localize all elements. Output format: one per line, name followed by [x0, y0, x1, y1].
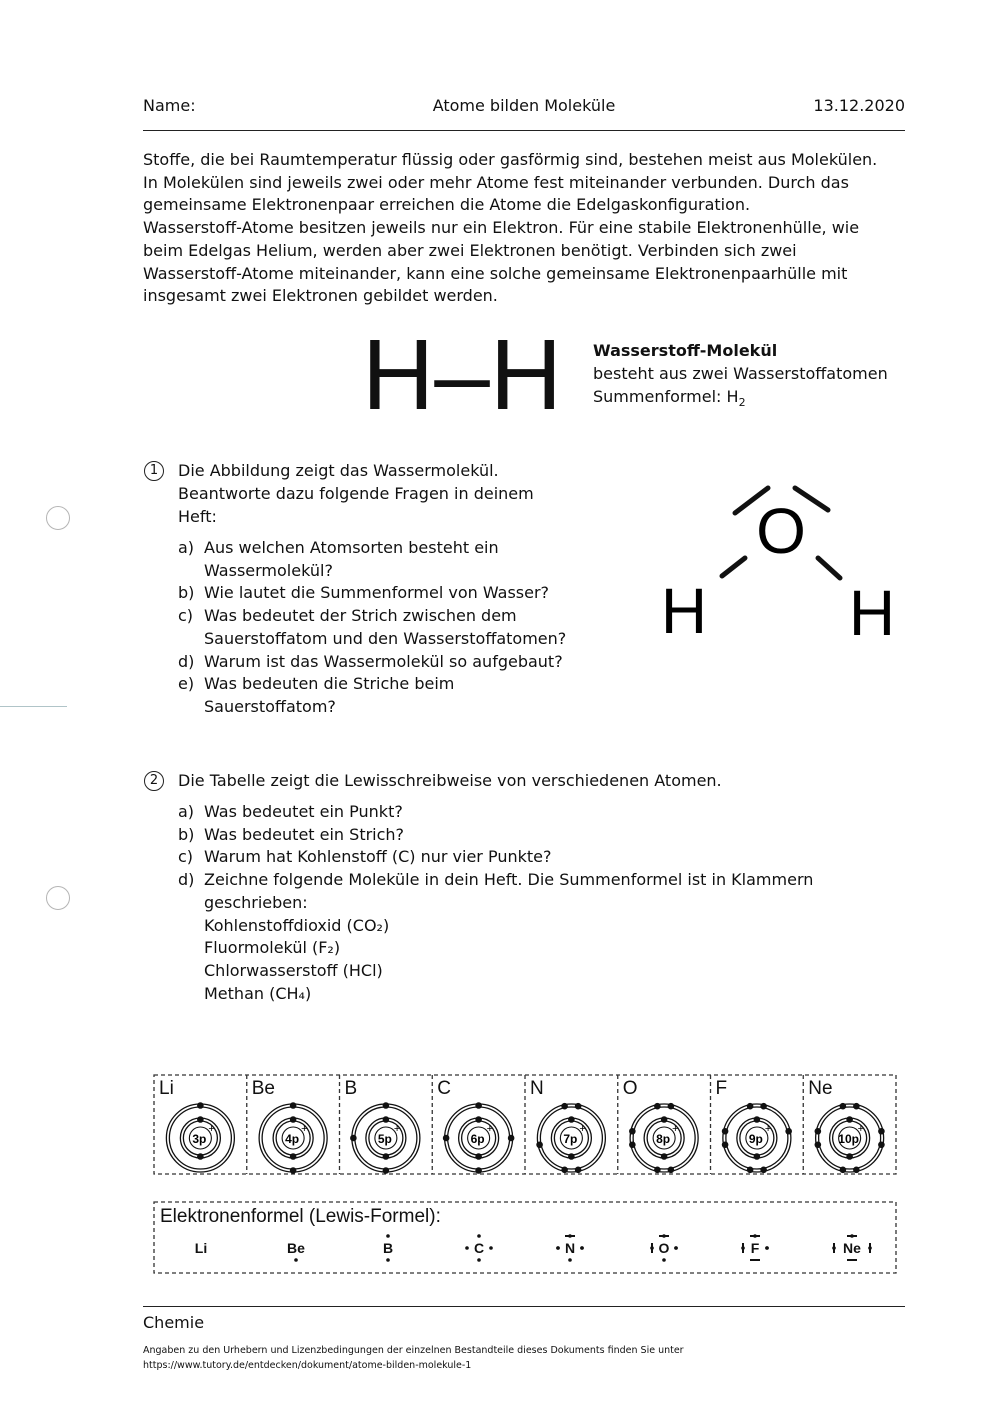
outer-electron [722, 1141, 729, 1148]
lewis-symbol-group [650, 1234, 678, 1262]
footer-license-note: Angaben zu den Urhebern und Lizenzbedingungen der einzelnen Bestandteile dieses Dokuments finden Sie unter [143, 1345, 684, 1356]
inner-electron [290, 1116, 297, 1123]
question-text-line: Kohlenstoffdioxid (CO₂) [204, 915, 390, 935]
question-text-line: Fluormolekül (F₂) [204, 938, 341, 958]
bohr-atom-model [350, 1102, 420, 1174]
question-item [178, 846, 878, 869]
lewis-electron-dot [294, 1258, 298, 1262]
lewis-element-symbol: O [658, 1240, 670, 1256]
inner-electron [197, 1116, 204, 1123]
inner-electron [568, 1116, 575, 1123]
inner-electron [197, 1153, 204, 1160]
punch-hole-bottom [46, 886, 70, 910]
outer-electron [668, 1166, 675, 1173]
question-letter: c) [178, 606, 194, 626]
question-letter: d) [178, 651, 195, 671]
outer-electron [878, 1128, 885, 1135]
inner-electron [661, 1153, 668, 1160]
question-text-line: Zeichne folgende Moleküle in dein Heft. Die Summenformel ist in Klammern [204, 870, 814, 890]
outer-electron [853, 1166, 860, 1173]
task-2-text: Die Tabelle zeigt die Lewisschreibweise von verschiedenen Atomen. [178, 771, 722, 790]
task-1-number: 1 [144, 461, 164, 481]
lewis-symbol-group [832, 1234, 872, 1260]
outer-electron [840, 1103, 847, 1110]
lewis-electron-dot [765, 1246, 769, 1250]
task-1-line: Beantworte dazu folgende Fragen in deinem [178, 484, 534, 503]
lewis-electron-dot [465, 1246, 469, 1250]
lewis-symbol-group [556, 1234, 584, 1262]
lewis-element-symbol: B [382, 1240, 394, 1256]
inner-electron [383, 1153, 390, 1160]
lewis-electron-dot [556, 1246, 560, 1250]
intro-paragraph: Stoffe, die bei Raumtemperatur flüssig oder gasförmig sind, bestehen meist aus Molekülen. In Molekülen sind jeweils zwei oder mehr Atome fest miteinander verbunden. Durch das gemeinsame Elektronenpaar erreichen die Atome die Edelgaskonfiguration. Wasserstoff-Atome besitzen jeweils nur ein Elektron. Für eine stabile Elektronenhülle, wie beim Edelgas Helium, werden aber zwei Elektronen benötigt. Verbinden sich zwei Wasserstoff-Atome miteinander, kann eine solche gemeinsame Elektronenpaarhülle mit insgesamt zwei Elektronen gebildet werden. [143, 150, 878, 306]
outer-electron [475, 1167, 482, 1174]
nucleus-proton-count: 7p [563, 1132, 578, 1146]
atom-symbol-label: Be [251, 1078, 275, 1099]
bond-left [722, 558, 745, 576]
bohr-atom-model [443, 1102, 515, 1174]
name-label: Name: [143, 96, 196, 115]
fold-mark [0, 706, 67, 707]
lewis-symbol-group [741, 1234, 769, 1260]
lewis-electron-dot [489, 1246, 493, 1250]
date: 13.12.2020 [813, 96, 905, 115]
inner-electron [661, 1116, 668, 1123]
outer-electron [475, 1102, 482, 1109]
inner-electron [475, 1116, 482, 1123]
nucleus-proton-count: 6p [470, 1132, 485, 1146]
lewis-electron-dot [674, 1246, 678, 1250]
page-title: Atome bilden Moleküle [432, 96, 616, 115]
lewis-title: Elektronenformel (Lewis-Formel): [160, 1206, 441, 1227]
question-item [178, 673, 618, 718]
question-text-line: Warum hat Kohlenstoff (C) nur vier Punkte? [204, 847, 552, 867]
lewis-symbol-group [195, 1240, 207, 1256]
outer-electron [290, 1167, 297, 1174]
nucleus-proton-count: 5p [377, 1132, 392, 1146]
hydrogen-sum-formula [593, 387, 746, 409]
atom-symbol-label: C [437, 1078, 451, 1099]
outer-electron [383, 1167, 390, 1174]
sum-formula-subscript: 2 [738, 396, 746, 410]
outer-electron [508, 1135, 515, 1142]
question-text-line: Methan (CH₄) [204, 983, 312, 1003]
bohr-atom-model [259, 1102, 327, 1174]
task-1-questions [178, 537, 618, 719]
outer-electron [443, 1135, 450, 1142]
task-1-line: Die Abbildung zeigt das Wassermolekül. [178, 461, 499, 480]
task-2-questions [178, 801, 878, 1005]
atom-symbol-label: N [530, 1078, 544, 1099]
sum-formula-label: Summenformel: H [593, 387, 739, 406]
bohr-atom-model [815, 1103, 885, 1173]
question-letter: a) [178, 802, 195, 821]
lewis-element-symbol: Be [287, 1240, 305, 1256]
question-item [178, 537, 618, 582]
question-item [178, 651, 618, 674]
question-letter: b) [178, 824, 195, 844]
question-text-line: Chlorwasserstoff (HCl) [204, 960, 383, 980]
question-text-line: Sauerstoffatom? [204, 696, 336, 716]
bohr-atom-model [629, 1103, 698, 1173]
atom-symbol-label: Ne [808, 1078, 833, 1099]
inner-electron [846, 1153, 853, 1160]
question-letter: a) [178, 538, 195, 557]
outer-electron [815, 1141, 822, 1148]
task-1-line: Heft: [178, 507, 217, 526]
atom-symbol-label: F [715, 1078, 728, 1099]
atom-model-table [152, 1073, 898, 1176]
question-item [178, 824, 878, 847]
outer-electron [561, 1103, 568, 1110]
lewis-electron-dot [477, 1234, 481, 1238]
outer-electron [629, 1141, 636, 1148]
outer-electron [722, 1128, 729, 1135]
nucleus-charge: + [579, 1123, 586, 1135]
task-2-number: 2 [144, 771, 164, 791]
bohr-atom-model [722, 1103, 792, 1173]
question-item [178, 605, 618, 650]
atom-symbol-label: B [344, 1078, 358, 1099]
nucleus-charge: + [857, 1123, 865, 1135]
lewis-electron-dot [662, 1258, 666, 1262]
punch-hole-top [46, 506, 70, 530]
hydrogen-left-symbol: H [660, 575, 708, 647]
outer-electron [536, 1141, 543, 1148]
lewis-element-symbol: Ne [843, 1240, 861, 1256]
nucleus-charge: + [208, 1123, 215, 1135]
footer-subject: Chemie [143, 1313, 205, 1332]
lewis-electron-dot [568, 1258, 572, 1262]
question-item [178, 801, 878, 824]
outer-electron [575, 1103, 582, 1110]
lewis-symbol-group [465, 1234, 493, 1262]
outer-electron [853, 1103, 860, 1110]
nucleus-proton-count: 9p [748, 1132, 763, 1146]
header-divider [143, 130, 905, 131]
nucleus-proton-count: 10p [838, 1132, 859, 1146]
outer-electron [878, 1141, 885, 1148]
outer-electron [561, 1166, 568, 1173]
question-text-line: Was bedeutet der Strich zwischen dem [204, 606, 517, 626]
hydrogen-molecule-desc: besteht aus zwei Wasserstoffatomen [593, 364, 888, 383]
outer-electron [840, 1166, 847, 1173]
oxygen-symbol: O [756, 495, 806, 567]
question-text-line: Aus welchen Atomsorten besteht ein [204, 538, 499, 557]
outer-electron [785, 1128, 792, 1135]
question-letter: c) [178, 847, 194, 867]
nucleus-proton-count: 4p [285, 1132, 300, 1146]
lewis-electron-dot [386, 1234, 390, 1238]
outer-electron [197, 1102, 204, 1109]
hydrogen-right-symbol: H [848, 577, 896, 648]
outer-electron [815, 1128, 822, 1135]
outer-electron [760, 1166, 767, 1173]
atom-symbol-label: O [622, 1078, 638, 1099]
atom-symbol-label: Li [159, 1078, 174, 1099]
question-text-line: Wassermolekül? [204, 560, 333, 580]
footer-divider [143, 1306, 905, 1307]
outer-electron [383, 1102, 390, 1109]
question-text-line: Was bedeuten die Striche beim [204, 674, 455, 694]
question-text-line: Sauerstoffatom und den Wasserstoffatomen? [204, 628, 567, 648]
question-letter: e) [178, 674, 195, 694]
lewis-element-symbol: Li [194, 1240, 208, 1256]
nucleus-charge: + [301, 1123, 308, 1135]
question-text-line: Warum ist das Wassermolekül so aufgebaut? [204, 651, 563, 671]
question-item [178, 869, 878, 1005]
water-molecule-diagram [650, 478, 910, 648]
question-item [178, 582, 618, 605]
nucleus-proton-count: 8p [656, 1132, 671, 1146]
question-text-line: Was bedeutet ein Strich? [204, 824, 405, 844]
outer-electron [760, 1103, 767, 1110]
outer-electron [290, 1102, 297, 1109]
question-letter: d) [178, 870, 195, 890]
lewis-formula-table [152, 1200, 898, 1275]
hydrogen-structural-formula: H–H [362, 319, 563, 431]
outer-electron [629, 1128, 636, 1135]
outer-electron [575, 1166, 582, 1173]
footer-license-link[interactable]: https://www.tutory.de/entdecken/dokument/atome-bilden-molekule-1 [143, 1360, 472, 1371]
question-text-line: geschrieben: [204, 892, 308, 912]
lewis-element-symbol: F [750, 1240, 760, 1256]
lewis-element-symbol: N [564, 1240, 576, 1256]
outer-electron [668, 1103, 675, 1110]
inner-electron [383, 1116, 390, 1123]
outer-electron [350, 1135, 357, 1142]
question-text-line: Was bedeutet ein Punkt? [204, 802, 403, 821]
outer-electron [747, 1166, 754, 1173]
bond-right [818, 558, 840, 578]
hydrogen-molecule-title: Wasserstoff-Molekül [593, 341, 778, 360]
lewis-symbol-group [383, 1234, 393, 1262]
nucleus-charge: + [764, 1123, 772, 1135]
question-letter: b) [178, 583, 195, 603]
inner-electron [846, 1116, 853, 1123]
outer-electron [654, 1166, 661, 1173]
lewis-element-symbol: C [473, 1240, 485, 1256]
inner-electron [754, 1153, 761, 1160]
task-1-text [178, 459, 534, 528]
lewis-electron-dot [386, 1258, 390, 1262]
inner-electron [290, 1153, 297, 1160]
nucleus-charge: + [672, 1123, 679, 1135]
bohr-atom-model [536, 1103, 605, 1173]
lewis-electron-dot [477, 1258, 481, 1262]
outer-electron [747, 1103, 754, 1110]
inner-electron [754, 1116, 761, 1123]
lewis-symbol-group [287, 1240, 305, 1262]
outer-electron [654, 1103, 661, 1110]
inner-electron [568, 1153, 575, 1160]
inner-electron [475, 1153, 482, 1160]
lewis-electron-dot [580, 1246, 584, 1250]
nucleus-charge: + [393, 1123, 401, 1135]
question-text-line: Wie lautet die Summenformel von Wasser? [204, 583, 550, 603]
nucleus-charge: + [486, 1123, 494, 1135]
nucleus-proton-count: 3p [192, 1132, 207, 1146]
bohr-atom-model [166, 1102, 234, 1172]
